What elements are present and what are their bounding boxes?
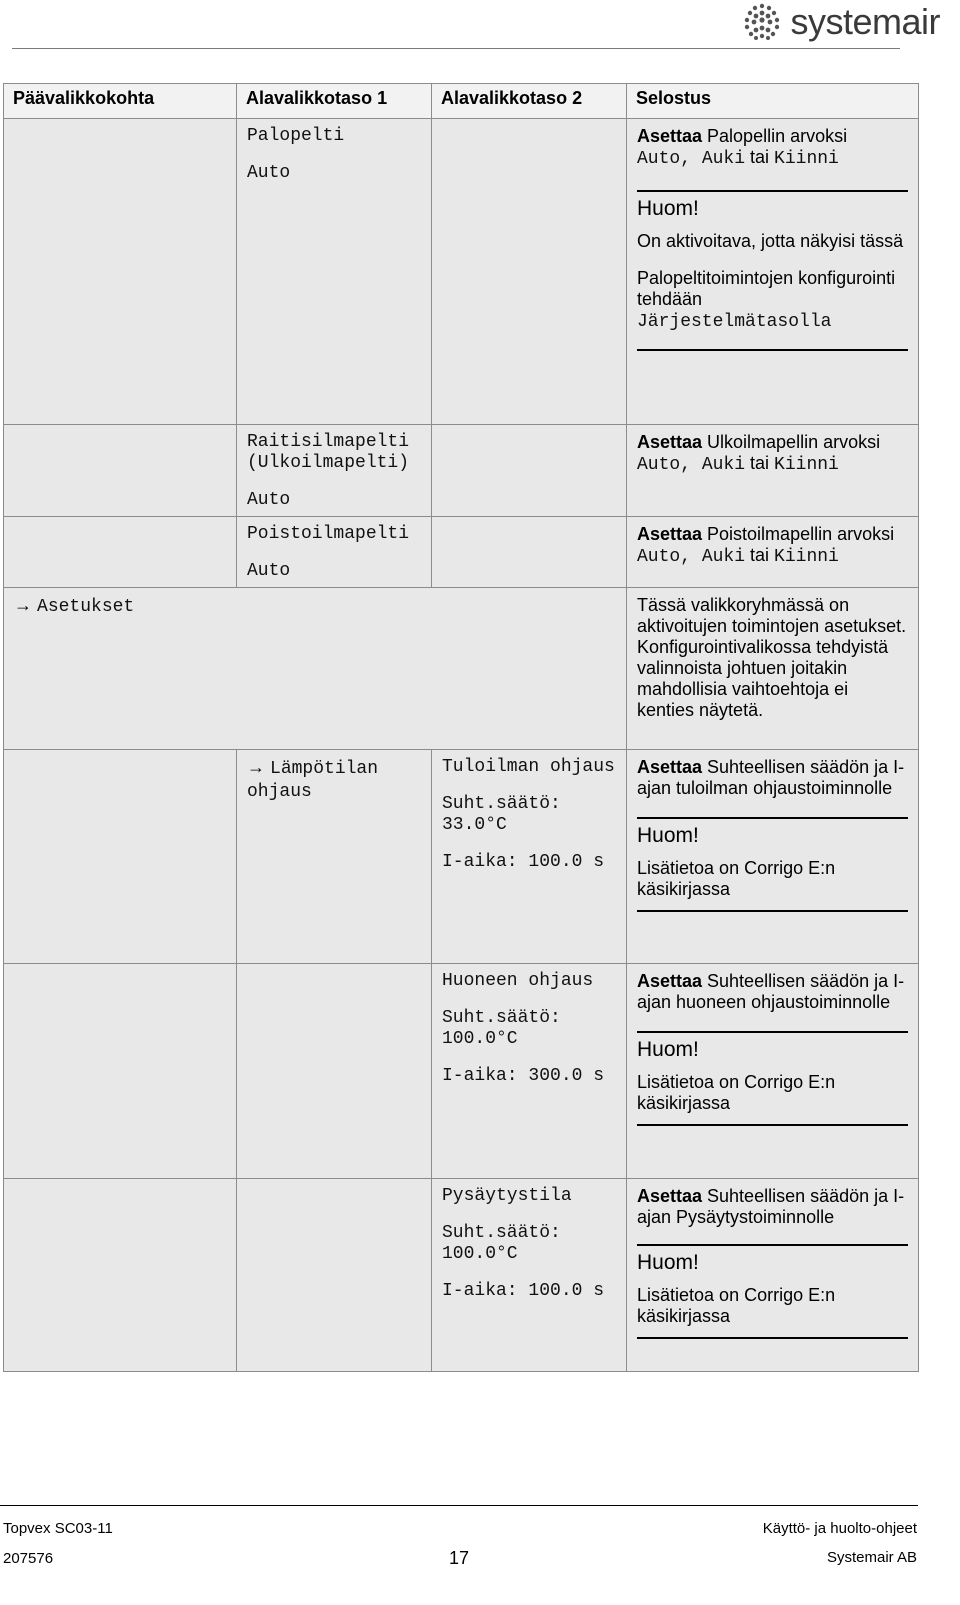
footer-doc-number: 207576 — [3, 1550, 54, 1567]
table-row — [4, 425, 919, 517]
submenu2-cell — [432, 1179, 627, 1372]
menu-item-lampotilan-ohjaus: Lämpötilan ohjaus — [247, 759, 379, 802]
setting-value: Suht.säätö: 100.0°C — [442, 1223, 561, 1264]
brand-logo — [742, 0, 940, 44]
submenu1-cell — [237, 750, 432, 964]
description-text: Asettaa Ulkoilmapellin arvoksi Auto, Auki tai Kiinni — [637, 432, 881, 475]
table-row — [4, 750, 919, 964]
arrow-right-icon: → — [14, 595, 32, 615]
footer-doc-title: Käyttö- ja huolto-ohjeet — [762, 1520, 917, 1537]
menu-item-huoneen-ohjaus: Huoneen ohjaus — [442, 971, 594, 991]
header-submenu-1: Alavalikkotaso 1 — [237, 84, 432, 119]
submenu1-cell — [237, 425, 432, 517]
menu-item-asetukset: Asetukset — [37, 597, 135, 617]
setting-value: I-aika: 100.0 s — [442, 852, 605, 872]
header-main-menu: Päävalikkokohta — [4, 84, 237, 119]
footer-divider — [0, 1505, 918, 1506]
setting-value: I-aika: 300.0 s — [442, 1066, 605, 1086]
note-divider — [637, 1244, 908, 1246]
table-row — [4, 119, 919, 425]
table-row — [4, 964, 919, 1179]
description-text: Asettaa Palopellin arvoksi Auto, Auki tai Kiinni — [637, 126, 848, 169]
footer-company: Systemair AB — [826, 1549, 917, 1566]
menu-item-pysaytystila: Pysäytystila — [442, 1186, 572, 1206]
page-number: 17 — [449, 1548, 470, 1568]
main-cell — [4, 1179, 237, 1372]
menu-table — [3, 83, 919, 1372]
footer-product: Topvex SC03-11 — [3, 1520, 113, 1537]
systemair-dots-icon — [742, 2, 782, 42]
description-cell — [627, 588, 919, 750]
description-cell — [627, 750, 919, 964]
description-cell — [627, 964, 919, 1179]
description-cell — [627, 425, 919, 517]
note-divider — [637, 817, 908, 819]
note-text: Lisätietoa on Corrigo E:n käsikirjassa — [637, 858, 836, 899]
main-cell — [4, 517, 237, 588]
table-header-row — [4, 84, 919, 119]
note-divider — [637, 349, 908, 351]
note-heading: Huom! — [637, 824, 699, 847]
submenu2-cell — [432, 964, 627, 1179]
note-text: Palopeltitoimintojen konfigurointi tehdään Järjestelmätasolla — [637, 268, 896, 332]
description-text: Tässä valikkoryhmässä on aktivoitujen toimintojen asetukset. Konfigurointivalikossa tehdyistä valinnoista johtuen joitakin mahdollisia vaihtoehtoja ei kenties näytetä. — [637, 595, 907, 720]
setting-value: Suht.säätö: 33.0°C — [442, 794, 561, 835]
main-cell-asetukset — [4, 588, 627, 750]
description-text: Asettaa Suhteellisen säädön ja I-ajan tuloilman ohjaustoiminnolle — [637, 757, 905, 798]
main-cell — [4, 964, 237, 1179]
setting-value: I-aika: 100.0 s — [442, 1281, 605, 1301]
note-divider — [637, 1337, 908, 1339]
main-cell — [4, 119, 237, 425]
submenu1-cell — [237, 517, 432, 588]
menu-item-raitisilmapelti: Raitisilmapelti (Ulkoilmapelti) — [247, 432, 410, 473]
submenu1-cell — [237, 1179, 432, 1372]
description-cell — [627, 1179, 919, 1372]
submenu2-cell — [432, 119, 627, 425]
description-cell — [627, 517, 919, 588]
note-text: On aktivoitava, jotta näkyisi tässä — [637, 231, 904, 251]
note-divider — [637, 190, 908, 192]
note-divider — [637, 910, 908, 912]
note-text: Lisätietoa on Corrigo E:n käsikirjassa — [637, 1072, 836, 1113]
main-cell — [4, 425, 237, 517]
note-divider — [637, 1031, 908, 1033]
note-text: Lisätietoa on Corrigo E:n käsikirjassa — [637, 1285, 836, 1326]
table-row — [4, 1179, 919, 1372]
note-divider — [637, 1124, 908, 1126]
description-cell — [627, 119, 919, 425]
table-row — [4, 588, 919, 750]
main-cell — [4, 750, 237, 964]
menu-item-palopelti: Palopelti — [247, 126, 345, 146]
note-heading: Huom! — [637, 1251, 699, 1274]
menu-value: Auto — [247, 561, 291, 581]
brand-wordmark: systemair — [790, 1, 940, 42]
menu-value: Auto — [247, 163, 291, 183]
header-divider — [12, 48, 900, 49]
submenu2-cell — [432, 750, 627, 964]
note-heading: Huom! — [637, 1038, 699, 1061]
table-row — [4, 517, 919, 588]
submenu1-cell — [237, 964, 432, 1179]
description-text: Asettaa Suhteellisen säädön ja I-ajan Pysäytystoiminnolle — [637, 1186, 905, 1227]
submenu2-cell — [432, 517, 627, 588]
submenu1-cell — [237, 119, 432, 425]
menu-item-tuloilman-ohjaus: Tuloilman ohjaus — [442, 757, 615, 777]
submenu2-cell — [432, 425, 627, 517]
note-heading: Huom! — [637, 197, 699, 220]
description-text: Asettaa Poistoilmapellin arvoksi Auto, Auki tai Kiinni — [637, 524, 895, 567]
description-text: Asettaa Suhteellisen säädön ja I-ajan huoneen ohjaustoiminnolle — [637, 971, 905, 1012]
arrow-right-icon: → — [247, 757, 265, 777]
menu-value: Auto — [247, 490, 291, 510]
menu-item-poistoilmapelti: Poistoilmapelti — [247, 524, 410, 544]
setting-value: Suht.säätö: 100.0°C — [442, 1008, 561, 1049]
header-submenu-2: Alavalikkotaso 2 — [432, 84, 627, 119]
header-description: Selostus — [627, 84, 919, 119]
